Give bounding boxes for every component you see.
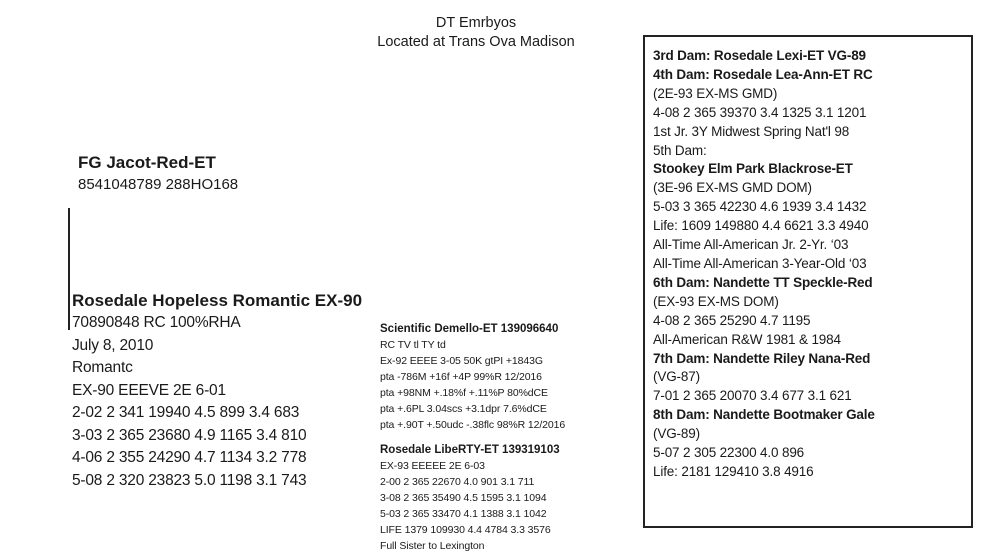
ancestor-detail: Life: 1609 149880 4.4 6621 3.3 4940 bbox=[653, 218, 869, 234]
ancestor-detail: 5-03 3 365 42230 4.6 1939 3.4 1432 bbox=[653, 199, 867, 215]
dam-line: 3-03 2 365 23680 4.9 1165 3.4 810 bbox=[72, 426, 307, 444]
ancestor-detail: (3E-96 EX-MS GMD DOM) bbox=[653, 180, 812, 196]
dam-line: Romantc bbox=[72, 359, 133, 376]
granddam-line: 5-03 2 365 33470 4.1 1388 3.1 1042 bbox=[380, 508, 547, 520]
granddam-name: Rosedale LibeRTY-ET 139319103 bbox=[380, 444, 560, 456]
granddam-block bbox=[380, 443, 620, 554]
page-header bbox=[300, 14, 652, 52]
granddam-line: EX-93 EEEEE 2E 6-03 bbox=[380, 460, 485, 472]
ancestor-detail: All-American R&W 1981 & 1984 bbox=[653, 331, 841, 347]
dam-name: Rosedale Hopeless Romantic EX-90 bbox=[72, 291, 363, 310]
ancestor-detail: 1st Jr. 3Y Midwest Spring Nat'l 98 bbox=[653, 123, 850, 139]
dams-sire-block bbox=[380, 322, 620, 433]
ancestor-name: 8th Dam: Nandette Bootmaker Gale bbox=[653, 407, 875, 423]
ancestor-detail: 4-08 2 365 25290 4.7 1195 bbox=[653, 312, 811, 328]
dams-sire-line: pta +98NM +.18%f +.11%P 80%dCE bbox=[380, 387, 548, 399]
ancestor-name: 3rd Dam: Rosedale Lexi-ET VG-89 bbox=[653, 48, 866, 63]
dam-line: July 8, 2010 bbox=[72, 336, 154, 354]
ancestor-detail: Life: 2181 129410 3.8 4916 bbox=[653, 463, 814, 479]
ancestor-detail: 4-08 2 365 39370 3.4 1325 3.1 1201 bbox=[653, 104, 867, 120]
ancestor-detail: (EX-93 EX-MS DOM) bbox=[653, 293, 779, 309]
dam-line: 2-02 2 341 19940 4.5 899 3.4 683 bbox=[72, 404, 300, 421]
ancestor-name: Stookey Elm Park Blackrose-ET bbox=[653, 161, 853, 177]
sire-block bbox=[78, 152, 238, 195]
ancestor-detail: All-Time All-American 3-Year-Old ‘03 bbox=[653, 255, 867, 271]
ancestor-name: 4th Dam: Rosedale Lea-Ann-ET RC bbox=[653, 66, 873, 82]
ancestor-detail: (2E-93 EX-MS GMD) bbox=[653, 85, 778, 101]
pedigree-connector-line bbox=[68, 208, 70, 330]
dams-sire-line: pta +.90T +.50udc -.38flc 98%R 12/2016 bbox=[380, 419, 566, 431]
header-line-1: DT Emrbyos bbox=[435, 15, 517, 31]
ancestor-detail: 7-01 2 365 20070 3.4 677 3.1 621 bbox=[653, 388, 852, 404]
dam-block bbox=[72, 290, 372, 492]
header-line-2: Located at Trans Ova Madison bbox=[377, 34, 575, 50]
dam-line: 4-06 2 355 24290 4.7 1134 3.2 778 bbox=[72, 449, 307, 466]
granddam-line: LIFE 1379 109930 4.4 4784 3.3 3576 bbox=[380, 524, 551, 536]
dams-sire-line: RC TV tl TY td bbox=[380, 339, 446, 351]
pedigree-box bbox=[643, 35, 973, 528]
sire-ids: 8541048789 288HO168 bbox=[78, 176, 239, 193]
ancestor-name: 6th Dam: Nandette TT Speckle-Red bbox=[653, 274, 873, 290]
dams-sire-name: Scientific Demello-ET 139096640 bbox=[380, 323, 559, 335]
ancestor-detail: 5-07 2 305 22300 4.0 896 bbox=[653, 445, 805, 461]
dam-line: 70890848 RC 100%RHA bbox=[72, 314, 241, 331]
granddam-line: 3-08 2 365 35490 4.5 1595 3.1 1094 bbox=[380, 492, 547, 504]
dams-sire-line: Ex-92 EEEE 3-05 50K gtPI +1843G bbox=[380, 355, 543, 367]
ancestor-detail: (VG-89) bbox=[653, 426, 700, 442]
dams-sire-line: pta +.6PL 3.04scs +3.1dpr 7.6%dCE bbox=[380, 403, 547, 415]
granddam-line: Full Sister to Lexington bbox=[380, 540, 485, 552]
ancestor-detail: All-Time All-American Jr. 2-Yr. ‘03 bbox=[653, 237, 849, 253]
dam-line: 5-08 2 320 23823 5.0 1198 3.1 743 bbox=[72, 471, 307, 489]
dams-sire-line: pta -786M +16f +4P 99%R 12/2016 bbox=[380, 371, 542, 383]
ancestor-detail: 5th Dam: bbox=[653, 142, 707, 158]
dam-line: EX-90 EEEVE 2E 6-01 bbox=[72, 381, 226, 399]
sire-name: FG Jacot-Red-ET bbox=[78, 153, 216, 172]
granddam-line: 2-00 2 365 22670 4.0 901 3.1 711 bbox=[380, 476, 535, 488]
ancestor-name: 7th Dam: Nandette Riley Nana-Red bbox=[653, 350, 871, 366]
ancestor-detail: (VG-87) bbox=[653, 369, 700, 385]
